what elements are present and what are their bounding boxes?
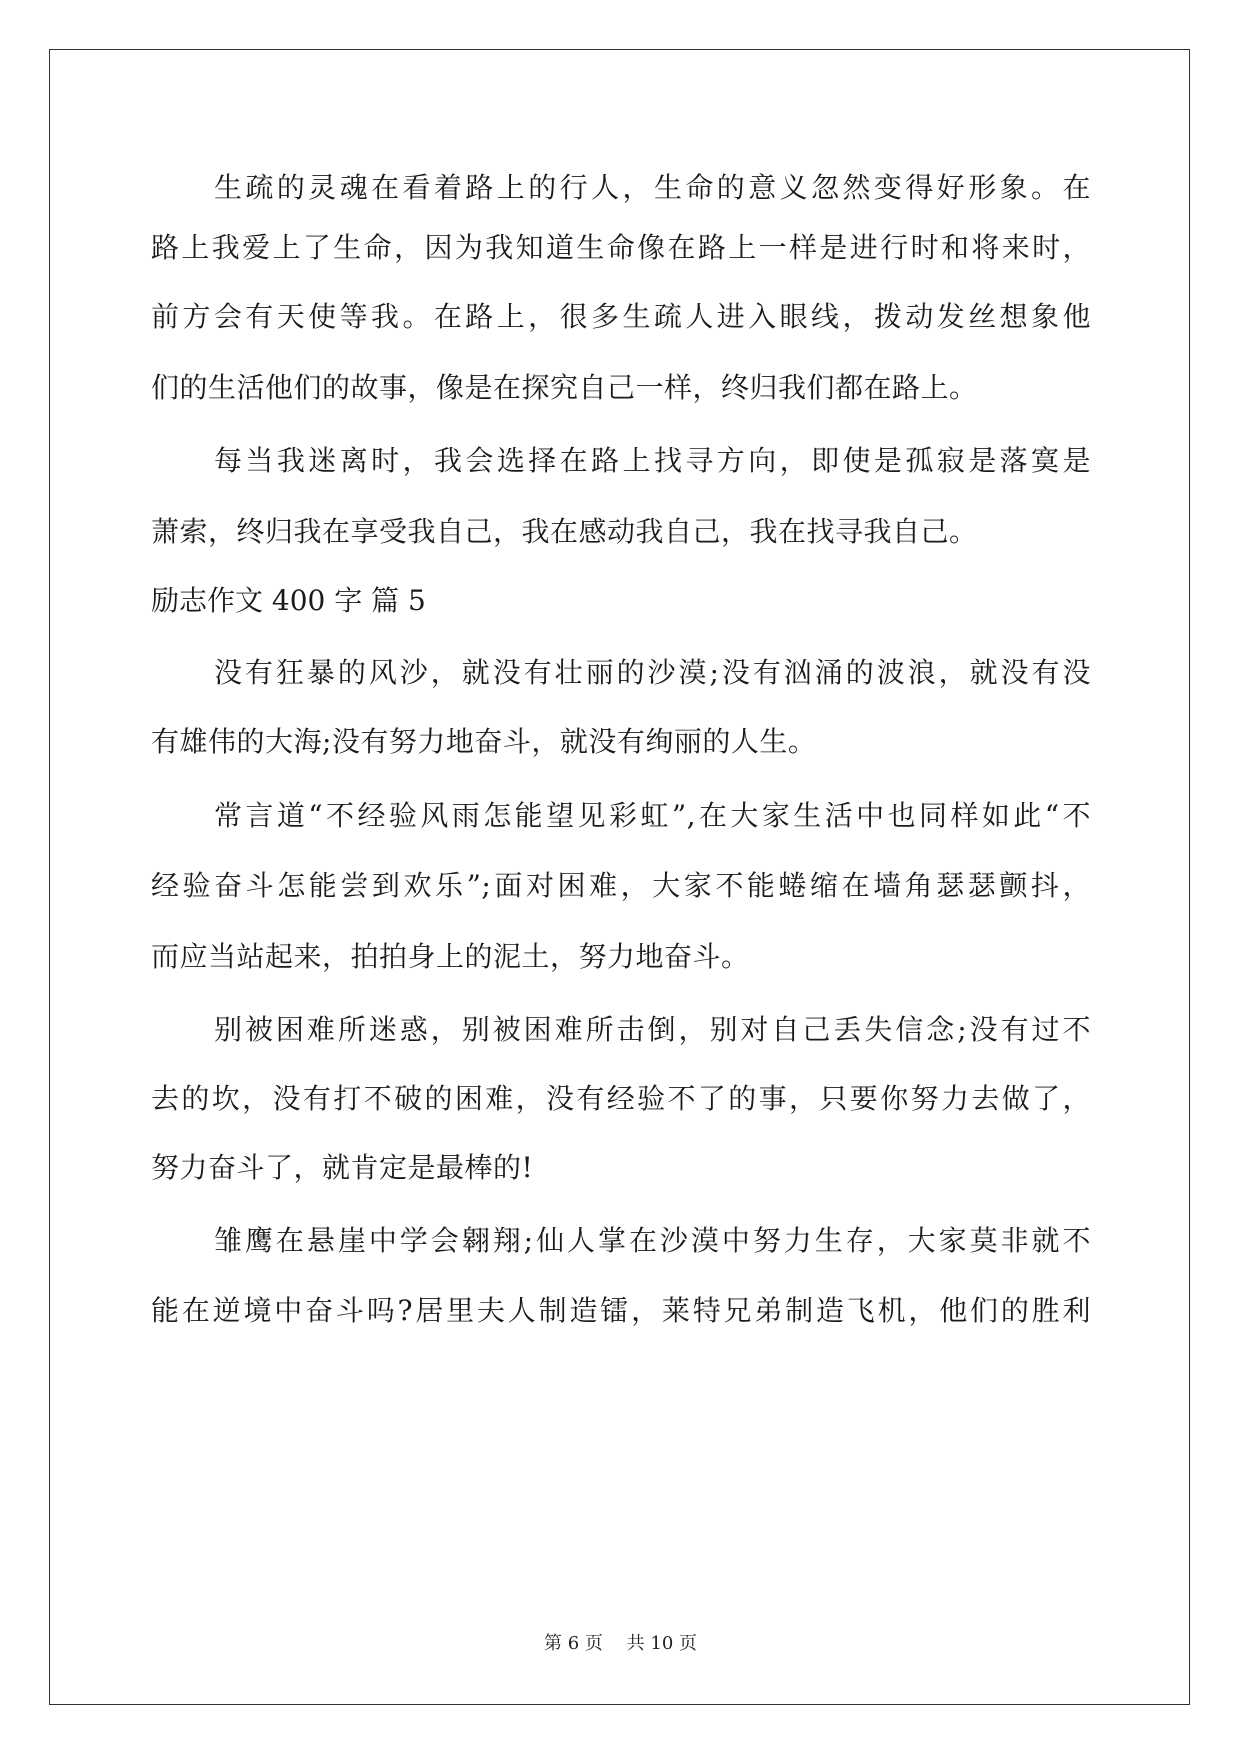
paragraph-line: 常言道“不经验风雨怎能望见彩虹”,在大家生活中也同样如此“不 — [214, 799, 1091, 832]
paragraph-line: 们的生活他们的故事，像是在探究自己一样，终归我们都在路上。 — [151, 371, 978, 404]
paragraph-line: 没有狂暴的风沙，就没有壮丽的沙漠;没有汹涌的波浪，就没有没 — [214, 656, 1091, 689]
paragraph-line: 而应当站起来，拍拍身上的泥土，努力地奋斗。 — [151, 940, 750, 973]
page-number: 第 6 页 — [544, 1633, 603, 1654]
section-heading: 励志作文 400 字 篇 5 — [151, 584, 426, 617]
paragraph-line: 经验奋斗怎能尝到欢乐”;面对困难，大家不能蜷缩在墙角瑟瑟颤抖， — [151, 869, 1091, 902]
paragraph-line: 去的坎，没有打不破的困难，没有经验不了的事，只要你努力去做了， — [151, 1082, 1091, 1115]
paragraph-line: 萧索，终归我在享受我自己，我在感动我自己，我在找寻我自己。 — [151, 515, 978, 548]
paragraph-line: 生疏的灵魂在看着路上的行人，生命的意义忽然变得好形象。在 — [214, 171, 1091, 204]
paragraph-line: 努力奋斗了，就肯定是最棒的! — [151, 1151, 534, 1184]
paragraph-line: 每当我迷离时，我会选择在路上找寻方向，即使是孤寂是落寞是 — [214, 444, 1091, 477]
paragraph-line: 路上我爱上了生命，因为我知道生命像在路上一样是进行时和将来时， — [151, 231, 1091, 264]
paragraph-line: 雏鹰在悬崖中学会翱翔;仙人掌在沙漠中努力生存，大家莫非就不 — [214, 1224, 1091, 1257]
page-footer — [0, 1632, 1241, 1656]
paragraph-line: 别被困难所迷惑，别被困难所击倒，别对自己丢失信念;没有过不 — [214, 1013, 1091, 1046]
paragraph-line: 有雄伟的大海;没有努力地奋斗，就没有绚丽的人生。 — [151, 725, 817, 758]
page-total: 共 10 页 — [626, 1633, 697, 1654]
paragraph-line: 能在逆境中奋斗吗?居里夫人制造镭，莱特兄弟制造飞机，他们的胜利 — [151, 1294, 1091, 1327]
paragraph-line: 前方会有天使等我。在路上，很多生疏人进入眼线，拨动发丝想象他 — [151, 300, 1091, 333]
